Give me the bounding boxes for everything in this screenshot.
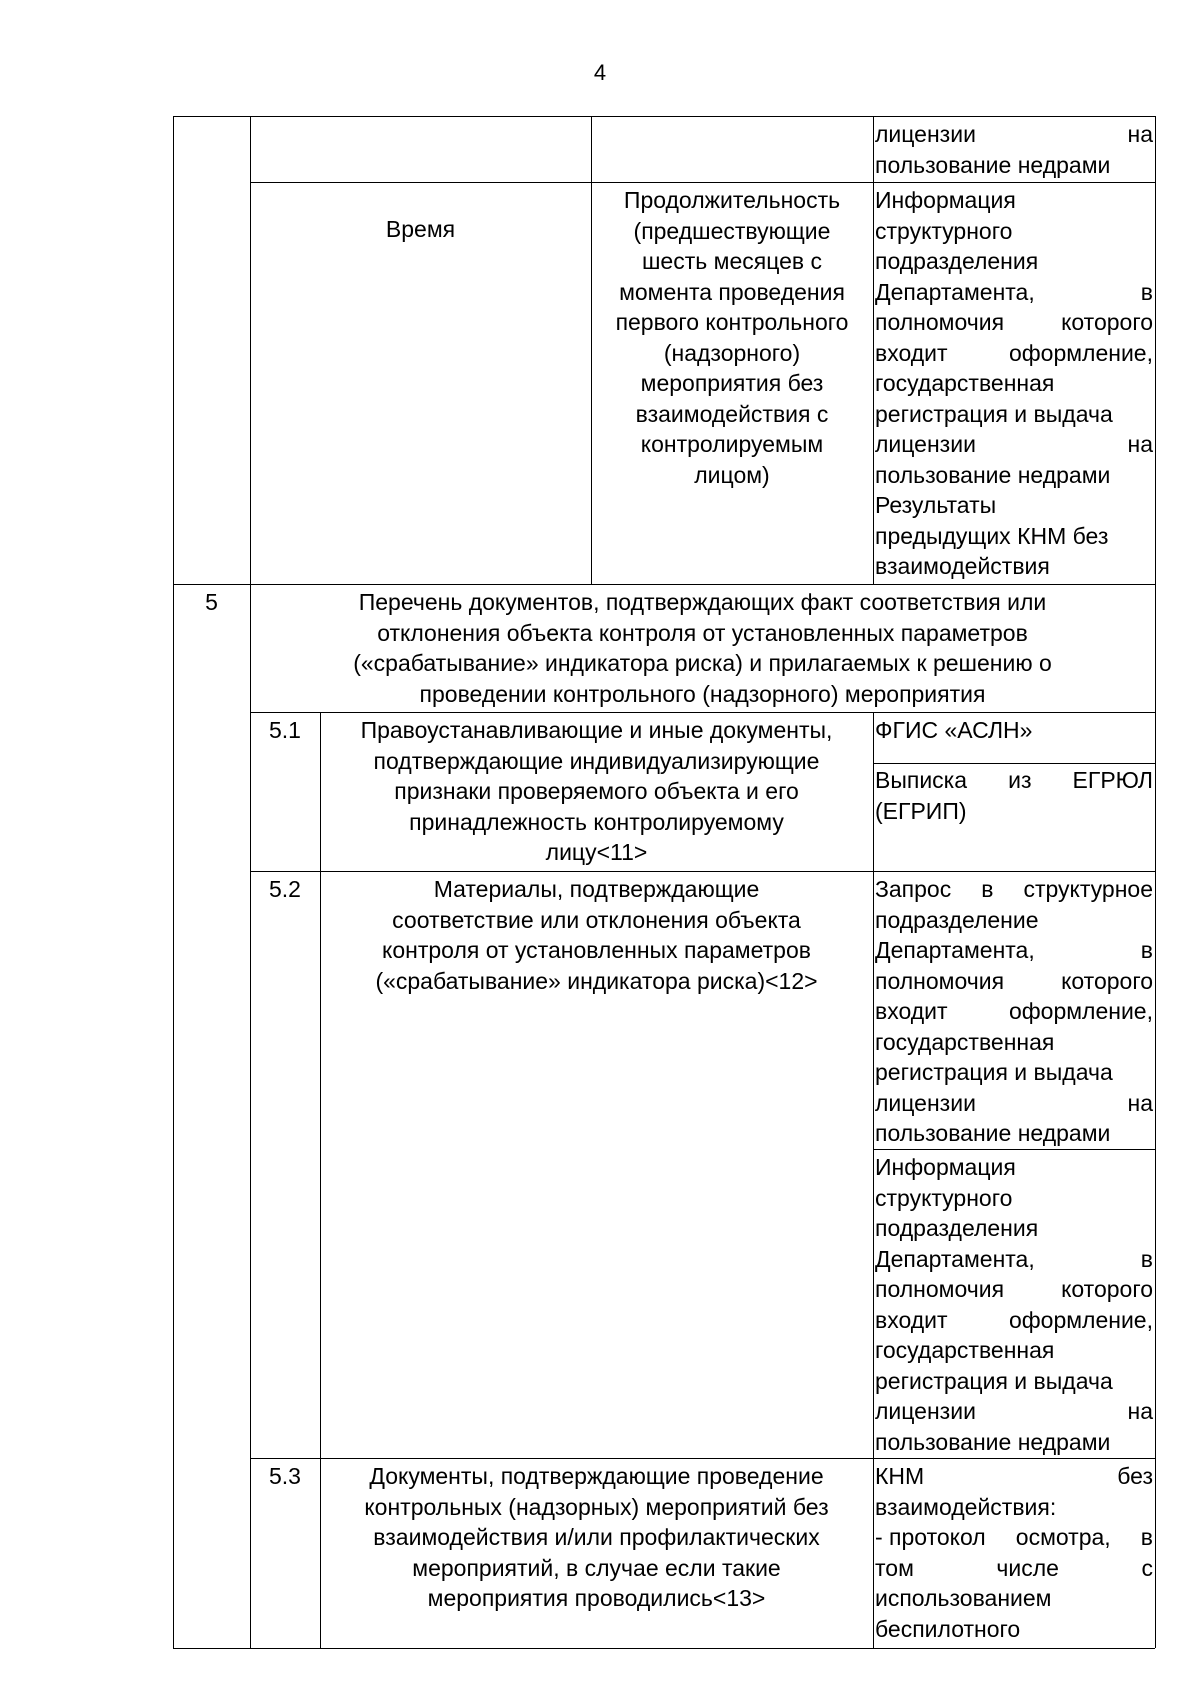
row-5-3-source: КНМ без взаимодействия: - протокол осмотра, в том числе с использованием беспилотного [875, 1463, 1153, 1642]
time-duration: Продолжительность (предшествующие шесть месяцев с момента проведения первого контрольного (надзорного) мероприятия без взаимодействия с контролируемым лицом) [615, 187, 849, 488]
time-criterion: Время [385, 216, 456, 242]
row-5-2-description: Материалы, подтверждающие соответствие или отклонения объекта контроля от установленных параметров («срабатывание» индикатора риска)<12> [375, 876, 818, 994]
row-5-2-source-information: Информация структурного подразделения Департамента, в полномочия которого входит оформление, государственная регистрация и выдача лицензии на пользование недрами [875, 1154, 1153, 1455]
row-5-2-source-request: Запрос в структурное подразделение Департамента, в полномочия которого входит оформление, государственная регистрация и выдача лицензии на пользование недрами [875, 876, 1153, 1146]
section-5-title: Перечень документов, подтверждающих факт соответствия или отклонения объекта контроля от установленных параметров («срабатывание» индикатора риска) и прилагаемых к решению о проведении контрольного (надзорного) мероприятия [353, 589, 1052, 707]
row-5-1-source-egrul: Выписка из ЕГРЮЛ (ЕГРИП) [875, 767, 1153, 824]
row-5-1-description: Правоустанавливающие и иные документы, подтверждающие индивидуализирующие признаки проверяемого объекта и его принадлежность контролируемому лицу<11> [360, 717, 833, 865]
section-5-number: 5 [205, 589, 218, 615]
row-5-1-source-fgis: ФГИС «АСЛН» [875, 717, 1033, 743]
row-5-2-number: 5.2 [269, 876, 301, 902]
page-number: 4 [593, 60, 607, 85]
time-source: Информация структурного подразделения Департамента, в полномочия которого входит оформление, государственная регистрация и выдача лицензии на пользование недрами Результаты предыдущих КНМ без взаимодействия [875, 187, 1153, 579]
row-5-3-number: 5.3 [269, 1463, 301, 1489]
row-5-3-description: Документы, подтверждающие проведение контрольных (надзорных) мероприятий без взаимодействия и/или профилактических мероприятий, в случае если такие мероприятия проводились<13> [364, 1463, 829, 1611]
continuation-col4: лицензии на пользование недрами [875, 121, 1153, 178]
row-5-1-number: 5.1 [269, 717, 301, 743]
